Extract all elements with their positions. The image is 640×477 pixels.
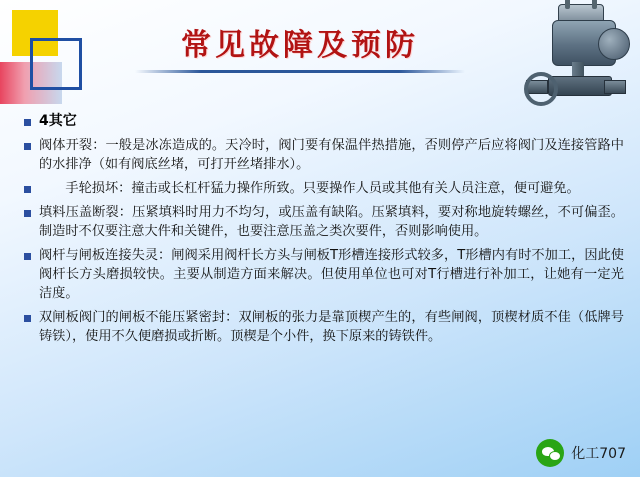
section-heading: 4其它 bbox=[39, 113, 77, 129]
heading-row bbox=[24, 112, 624, 131]
list-item bbox=[24, 136, 624, 174]
list-item-text: 双闸板阀门的闸板不能压紧密封：双闸板的张力是靠顶楔产生的，有些闸阀，顶楔材质不佳（低牌号铸铁），使用不久便磨损或折断。顶楔是个小件，换下原来的铸铁件。 bbox=[39, 310, 624, 344]
valve-handwheel-side bbox=[524, 72, 558, 106]
list-item bbox=[24, 203, 624, 241]
footer-label: 化工707 bbox=[571, 446, 626, 462]
square-bullet-icon bbox=[24, 210, 31, 217]
slide-title-block bbox=[120, 20, 480, 73]
list-item-text: 阀体开裂：一般是冰冻造成的。天冷时，阀门要有保温伴热措施，否则停产后应将阀门及连接管路中的水排净（如有阀底丝堵，可打开丝堵排水）。 bbox=[39, 138, 624, 172]
title-underline bbox=[135, 70, 465, 73]
slide-content bbox=[24, 112, 624, 351]
valve-pipe-right bbox=[604, 80, 626, 94]
list-item bbox=[24, 308, 624, 346]
wechat-icon bbox=[536, 439, 564, 467]
page-title: 常见故障及预防 bbox=[181, 28, 419, 63]
square-bullet-icon bbox=[24, 143, 31, 150]
list-item bbox=[24, 179, 624, 198]
list-item bbox=[24, 246, 624, 303]
list-item-text: 填料压盖断裂：压紧填料时用力不均匀，或压盖有缺陷。压紧填料，要对称地旋转螺丝，不可偏歪。制造时不仅要注意大件和关键件，也要注意压盖之类次要件，否则影响使用。 bbox=[39, 205, 624, 239]
valve-gearbox bbox=[598, 28, 630, 60]
valve-actuator-image bbox=[512, 2, 632, 122]
blue-square-outline-decoration bbox=[30, 38, 82, 90]
list-item-text: 手轮损坏：撞击或长杠杆猛力操作所致。只要操作人员或其他有关人员注意，便可避免。 bbox=[65, 181, 580, 196]
square-bullet-icon bbox=[24, 253, 31, 260]
decorative-squares bbox=[0, 0, 108, 120]
square-bullet-icon bbox=[24, 315, 31, 322]
square-bullet-icon bbox=[24, 186, 31, 193]
square-bullet-icon bbox=[24, 119, 31, 126]
footer-logo bbox=[536, 439, 626, 467]
list-item-text: 阀杆与闸板连接失灵：闸阀采用阀杆长方头与闸板T形槽连接形式较多，T形槽内有时不加工，因此使阀杆长方头磨损较快。主要从制造方面来解决。但使用单位也可对T行槽进行补加工，让她有一定光洁度。 bbox=[39, 248, 624, 301]
